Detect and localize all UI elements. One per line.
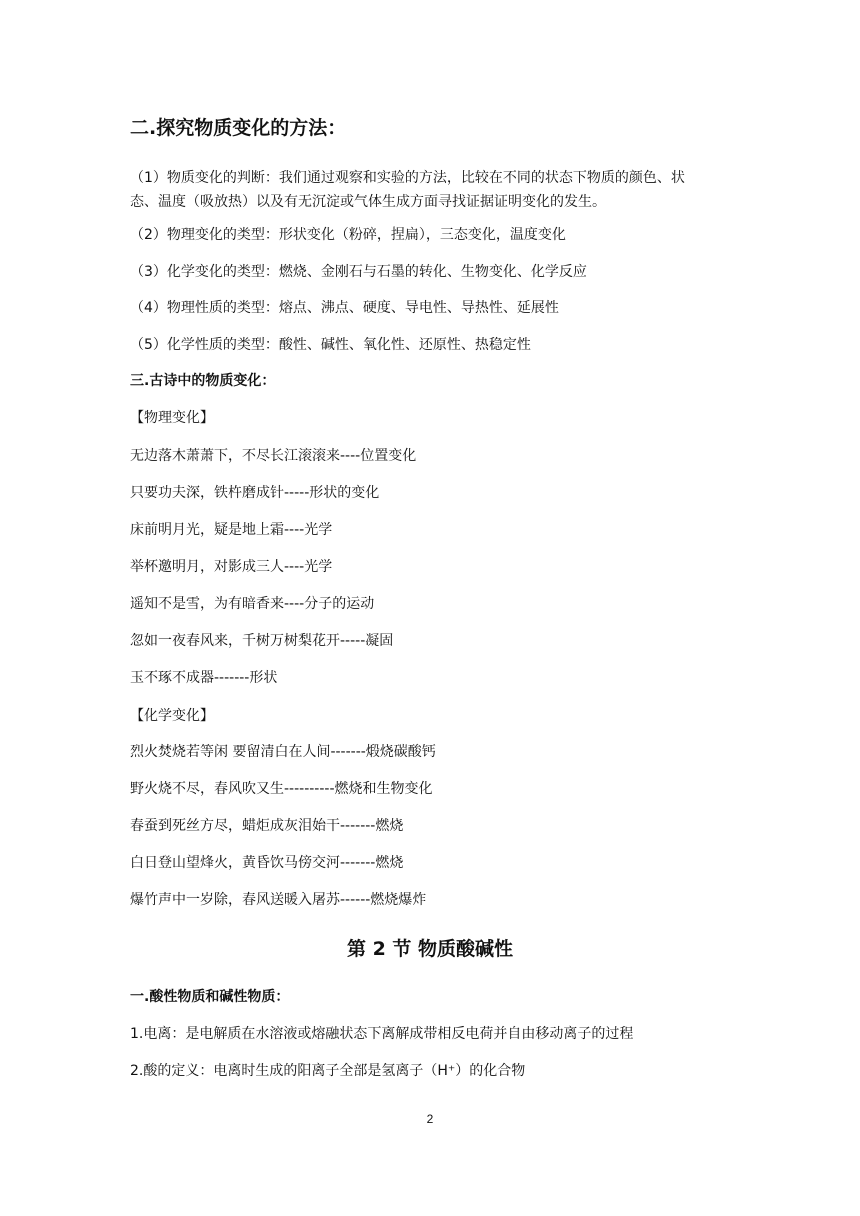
poem-line: 爆竹声中一岁除，春风送暖入屠苏------燃烧爆炸 <box>130 892 427 908</box>
list-item: （3）化学变化的类型：燃烧、金刚石与石墨的转化、生物变化、化学反应 <box>130 264 587 280</box>
paragraph-line: （1）物质变化的判断：我们通过观察和实验的方法，比较在不同的状态下物质的颜色、状 <box>130 170 685 186</box>
physical-change-label: 【物理变化】 <box>130 410 214 426</box>
paragraph-judgement <box>130 166 734 214</box>
poem-line: 只要功夫深，铁杵磨成针-----形状的变化 <box>130 485 380 501</box>
section-heading-methods: 二.探究物质变化的方法： <box>130 117 347 139</box>
list-item: （5）化学性质的类型：酸性、碱性、氧化性、还原性、热稳定性 <box>130 337 531 353</box>
list-item: （4）物理性质的类型：熔点、沸点、硬度、导电性、导热性、延展性 <box>130 300 559 316</box>
poem-line: 床前明月光，疑是地上霜----光学 <box>130 522 333 538</box>
page-number: 2 <box>426 1112 434 1126</box>
list-item: （2）物理变化的类型：形状变化（粉碎，捏扁），三态变化，温度变化 <box>130 227 566 243</box>
poem-line: 忽如一夜春风来，千树万树梨花开-----凝固 <box>130 633 394 649</box>
definition-line: 1.电离：是电解质在水溶液或熔融状态下离解成带相反电荷并自由移动离子的过程 <box>130 1026 634 1042</box>
poem-line: 遥知不是雪，为有暗香来----分子的运动 <box>130 596 375 612</box>
section-heading-poems: 三.古诗中的物质变化： <box>130 373 276 389</box>
poem-line: 玉不琢不成器-------形状 <box>130 670 278 686</box>
paragraph-line: 态、温度（吸放热）以及有无沉淀或气体生成方面寻找证据证明变化的发生。 <box>130 194 606 210</box>
poem-line: 无边落木萧萧下，不尽长江滚滚来----位置变化 <box>130 448 417 464</box>
poem-line: 野火烧不尽，春风吹又生----------燃烧和生物变化 <box>130 781 433 797</box>
chapter-title: 第 2 节 物质酸碱性 <box>346 938 514 960</box>
poem-line: 白日登山望烽火，黄昏饮马傍交河-------燃烧 <box>130 855 404 871</box>
poem-line: 烈火焚烧若等闲 要留清白在人间-------煅烧碳酸钙 <box>130 744 436 760</box>
definition-line: 2.酸的定义：电离时生成的阳离子全部是氢离子（H⁺）的化合物 <box>130 1063 526 1079</box>
chemical-change-label: 【化学变化】 <box>130 708 214 724</box>
poem-line: 春蚕到死丝方尽，蜡炬成灰泪始干-------燃烧 <box>130 818 404 834</box>
poem-line: 举杯邀明月，对影成三人----光学 <box>130 559 333 575</box>
sub-heading-acid-base: 一.酸性物质和碱性物质： <box>130 989 290 1005</box>
